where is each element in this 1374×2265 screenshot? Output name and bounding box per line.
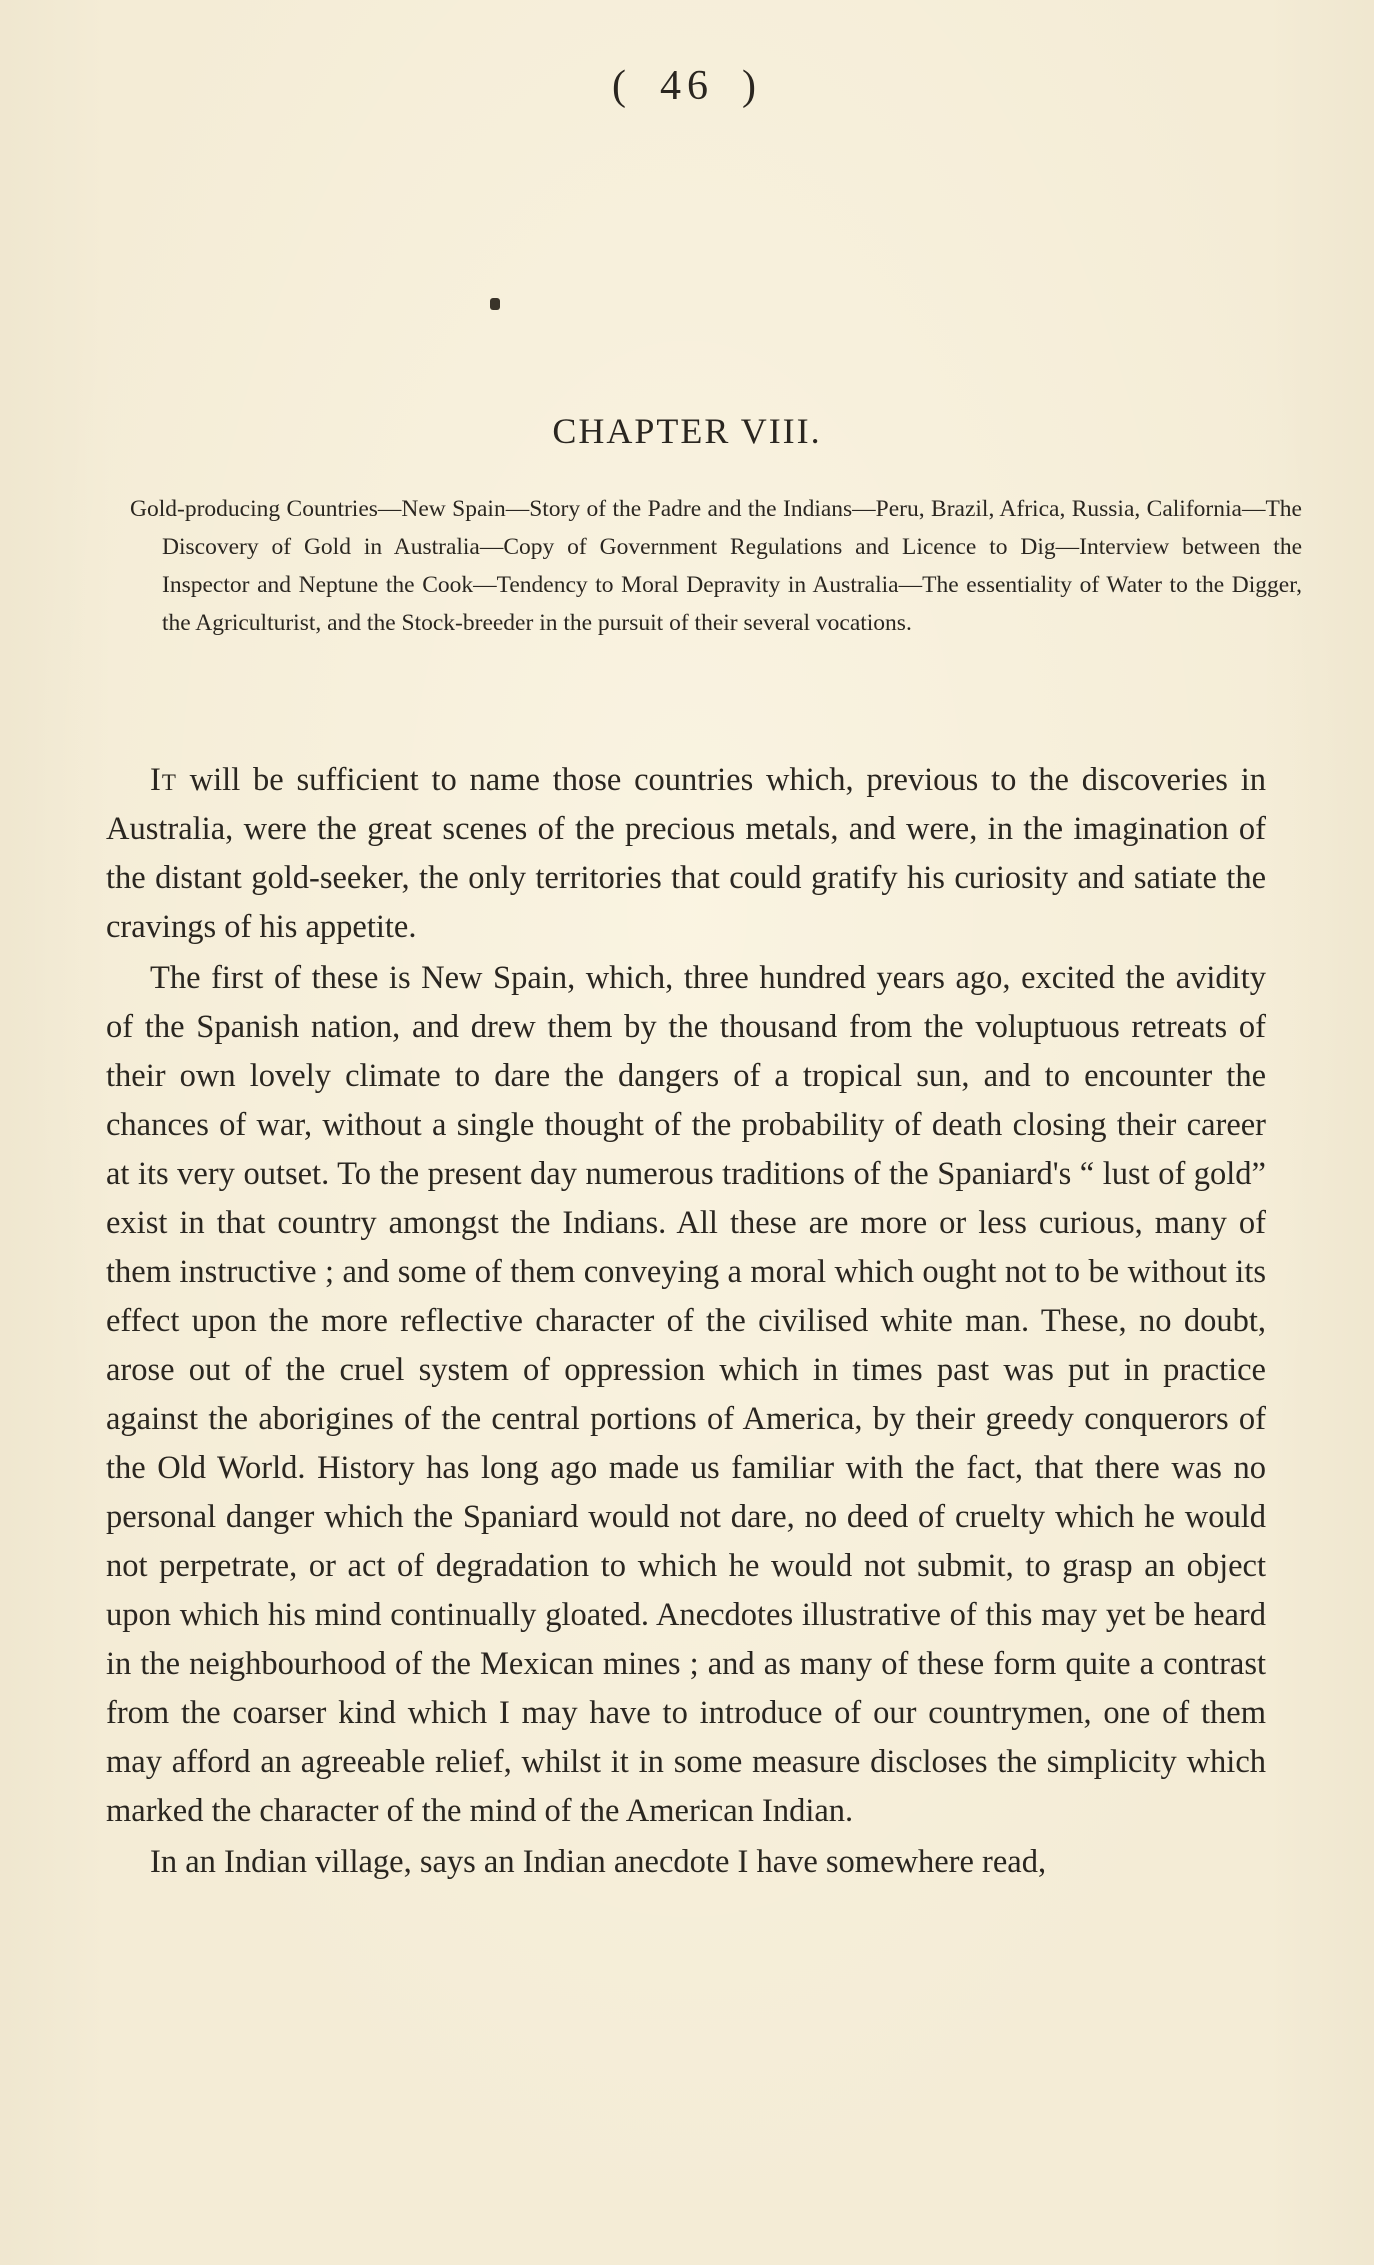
- paragraph-2: The first of these is New Spain, which, three hundred years ago, excited the avidity of the Spanish nation, and drew them by the thousand from the voluptuous retreats of their own lovely climate to dare the dangers of a tropical sun, and to encounter the chances of war, without a single thought of the probability of death closing their career at its very outset. To the present day numerous traditions of the Spaniard's “ lust of gold” exist in that country amongst the Indians. All these are more or less curious, many of them instructive ; and some of them conveying a moral which ought not to be without its effect upon the more reflective character of the civilised white man. These, no doubt, arose out of the cruel system of oppression which in times past was put in practice against the aborigines of the central portions of America, by their greedy conquerors of the Old World. History has long ago made us familiar with the fact, that there was no personal danger which the Spaniard would not dare, no deed of cruelty which he would not perpetrate, or act of degradation to which he would not submit, to grasp an object upon which his mind continually gloated. Anecdotes illustrative of this may yet be heard in the neighbourhood of the Mexican mines ; and as many of these form quite a contrast from the coarser kind which I may have to introduce of our countrymen, one of them may afford an agreeable relief, whilst it in some measure discloses the simplicity which marked the character of the mind of the American Indian.: [106, 960, 1266, 1829]
- paragraph-3: In an Indian village, says an Indian anecdote I have somewhere read,: [150, 1844, 1047, 1880]
- page-number-value: 46: [660, 63, 714, 109]
- paragraph-1-lead-word: It: [150, 762, 177, 798]
- page-number: [0, 62, 1374, 110]
- paragraph-1-text: will be sufficient to name those countries which, previous to the discoveries in Australia, were the great scenes of the precious metals, and were, in the imagination of the distant gold-seeker, the only territories that could gratify his curiosity and satiate the cravings of his appetite.: [106, 762, 1266, 945]
- chapter-title: CHAPTER VIII.: [552, 411, 822, 451]
- chapter-synopsis: Gold-producing Countries—New Spain—Story of the Padre and the Indians—Peru, Brazil, Africa, Russia, California—The Discovery of Gold in Australia—Copy of Government Regulations and Licence to Dig—Interview between the Inspector and Neptune the Cook—Tendency to Moral Depravity in Australia—The essentiality of Water to the Digger, the Agriculturist, and the Stock-breeder in the pursuit of their several vocations.: [130, 496, 1302, 636]
- body-text: [106, 756, 1266, 1887]
- paragraph-1: [106, 756, 1266, 952]
- ink-dot-ornament: [490, 298, 500, 310]
- page-number-open-paren: (: [612, 63, 632, 109]
- page-number-close-paren: ): [742, 63, 762, 109]
